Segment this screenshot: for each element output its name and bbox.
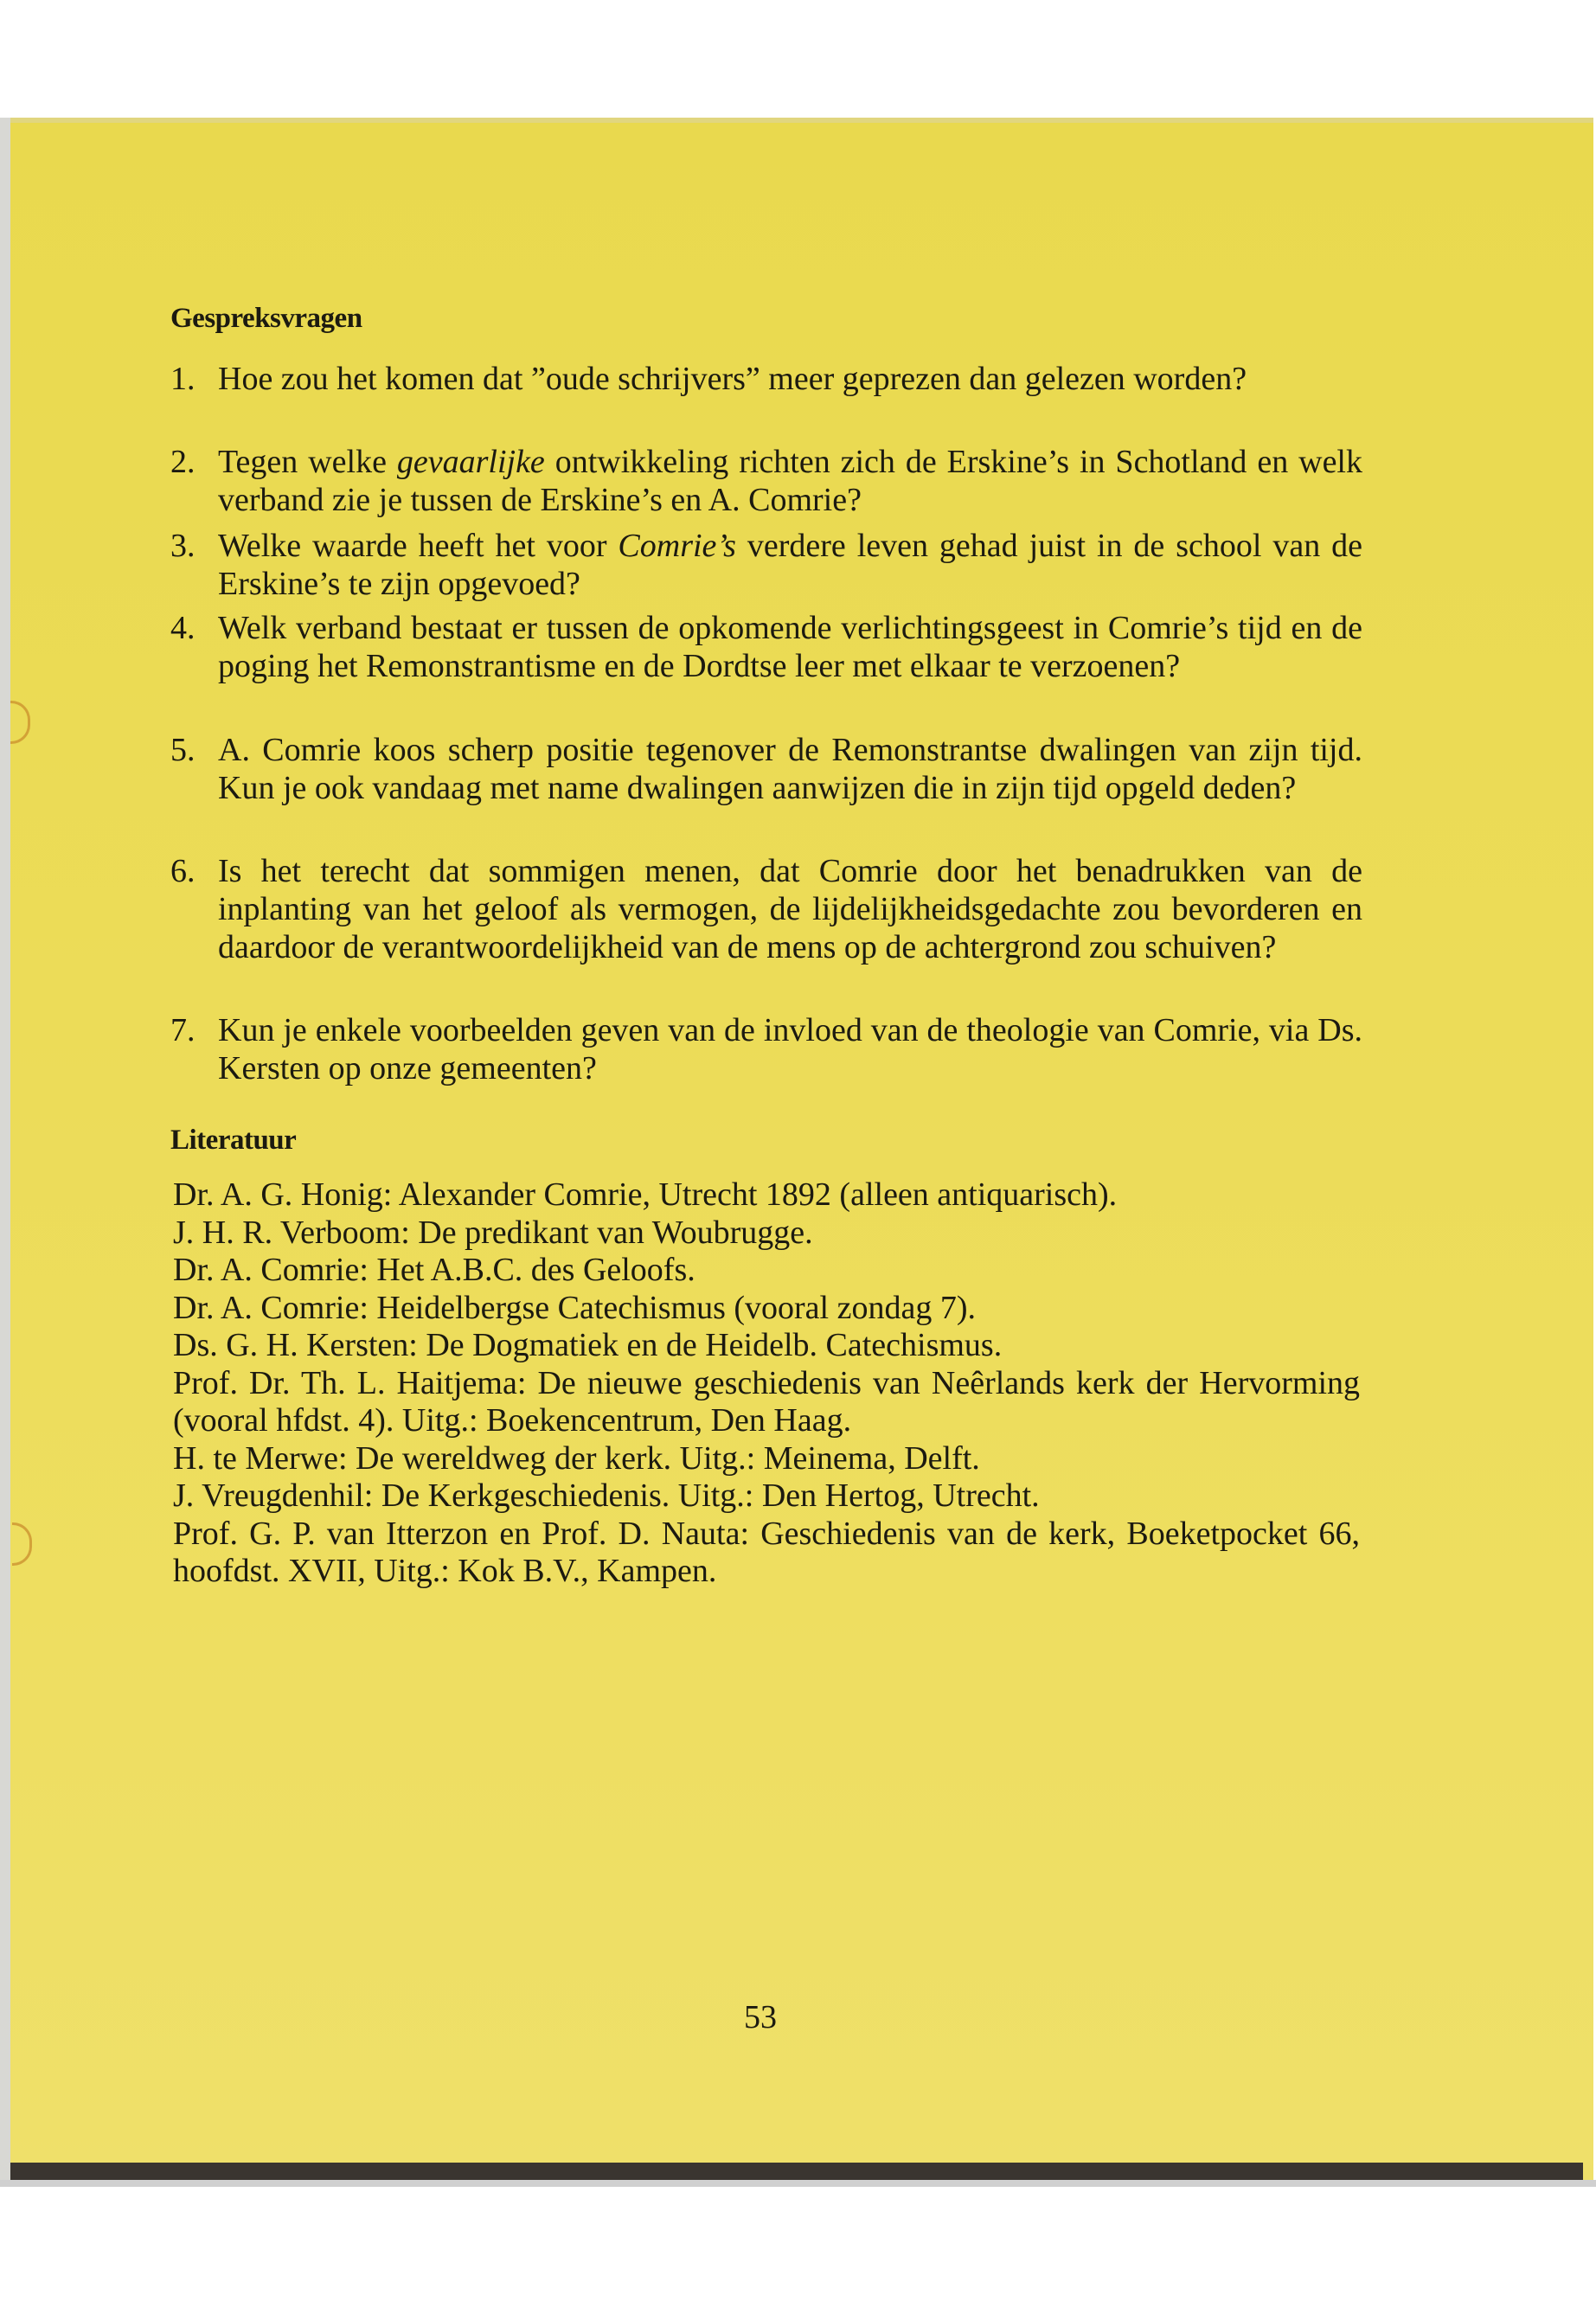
literature-item: J. Vreugdenhil: De Kerkgeschiedenis. Uitg.: Den Hertog, Utrecht.: [173, 1477, 1040, 1514]
question-text-part: Welk verband bestaat er tussen de opkomende verlichtingsgeest in Comrie’s tijd en de poging het Remonstrantisme en de Dordtse leer met elkaar te verzoenen?: [218, 610, 1362, 684]
question-text: [218, 527, 1362, 603]
question-text: [218, 852, 1362, 966]
question-text: [218, 360, 1362, 398]
question-text-part: Tegen welke: [218, 444, 397, 480]
question-number: 3.: [170, 528, 195, 564]
literature-item: J. H. R. Verboom: De predikant van Woubrugge.: [173, 1214, 813, 1251]
question-item: [170, 1011, 1362, 1087]
scan-left-edge: [0, 118, 10, 2180]
question-text: [218, 609, 1362, 685]
literature-item: Prof. Dr. Th. L. Haitjema: De nieuwe geschiedenis van Neêrlands kerk der Hervorming (vooral hfdst. 4). Uitg.: Boekencentrum, Den Haag.: [173, 1364, 1360, 1439]
question-item: [170, 852, 1362, 966]
literature-heading: Literatuur: [170, 1125, 297, 1156]
question-item: [170, 360, 1362, 398]
question-number: 4.: [170, 610, 195, 646]
literature-item: Dr. A. G. Honig: Alexander Comrie, Utrecht 1892 (alleen antiquarisch).: [173, 1176, 1118, 1213]
question-item: [170, 731, 1362, 807]
literature-item: Dr. A. Comrie: Heidelbergse Catechismus (vooral zondag 7).: [173, 1289, 976, 1326]
page-top-edge: [10, 118, 1593, 123]
question-number: 1.: [170, 361, 195, 397]
literature-item: Prof. G. P. van Itterzon en Prof. D. Nauta: Geschiedenis van de kerk, Boeketpocket 66, hoofdst. XVII, Uitg.: Kok B.V., Kampen.: [173, 1515, 1360, 1589]
scan-bottom-shadow: [0, 2180, 1596, 2187]
question-text-part: Hoe zou het komen dat ”oude schrijvers” meer geprezen dan gelezen worden?: [218, 361, 1247, 397]
literature-item: Dr. A. Comrie: Het A.B.C. des Geloofs.: [173, 1252, 695, 1288]
question-number: 7.: [170, 1012, 195, 1048]
question-emphasis: Comrie’s: [618, 528, 736, 564]
literature-item: Ds. G. H. Kersten: De Dogmatiek en de Heidelb. Catechismus.: [173, 1327, 1003, 1363]
question-text-part: Is het terecht dat sommigen menen, dat Comrie door het benadrukken van de inplanting van het geloof als vermogen, de lijdelijkheidsgedachte zou bevorderen en daardoor de verantwoordelijkheid van de mens op de achtergrond zou schuiven?: [218, 853, 1362, 965]
question-text: [218, 1011, 1362, 1087]
literature-list: [173, 1176, 1360, 1591]
question-text-part: Kun je enkele voorbeelden geven van de invloed van de theologie van Comrie, via Ds. Kersten op onze gemeenten?: [218, 1012, 1362, 1086]
question-text-part: Welke waarde heeft het voor: [218, 528, 619, 564]
question-item: [170, 443, 1362, 519]
question-number: 6.: [170, 853, 195, 889]
question-item: [170, 527, 1362, 603]
question-emphasis: gevaarlijke: [396, 444, 545, 480]
question-number: 2.: [170, 444, 195, 480]
question-text-part: verdere leven gehad juist in de school van de Erskine’s te zijn opgevoed?: [218, 528, 1362, 602]
page-bottom-edge: [10, 2163, 1583, 2180]
question-item: [170, 609, 1362, 685]
question-text: [218, 443, 1362, 519]
literature-item: H. te Merwe: De wereldweg der kerk. Uitg.: Meinema, Delft.: [173, 1439, 980, 1477]
question-number: 5.: [170, 732, 195, 768]
question-text-part: A. Comrie koos scherp positie tegenover de Remonstrantse dwalingen van zijn tijd. Kun je ook vandaag met name dwalingen aanwijzen die in zijn tijd opgeld deden?: [218, 732, 1362, 806]
question-text-part: ontwikkeling richten zich de Erskine’s in Schotland en welk verband zie je tussen de Erskine’s en A. Comrie?: [218, 444, 1362, 518]
page-number: 53: [744, 1999, 777, 2035]
section-heading: Gespreksvragen: [170, 303, 362, 334]
question-text: [218, 731, 1362, 807]
